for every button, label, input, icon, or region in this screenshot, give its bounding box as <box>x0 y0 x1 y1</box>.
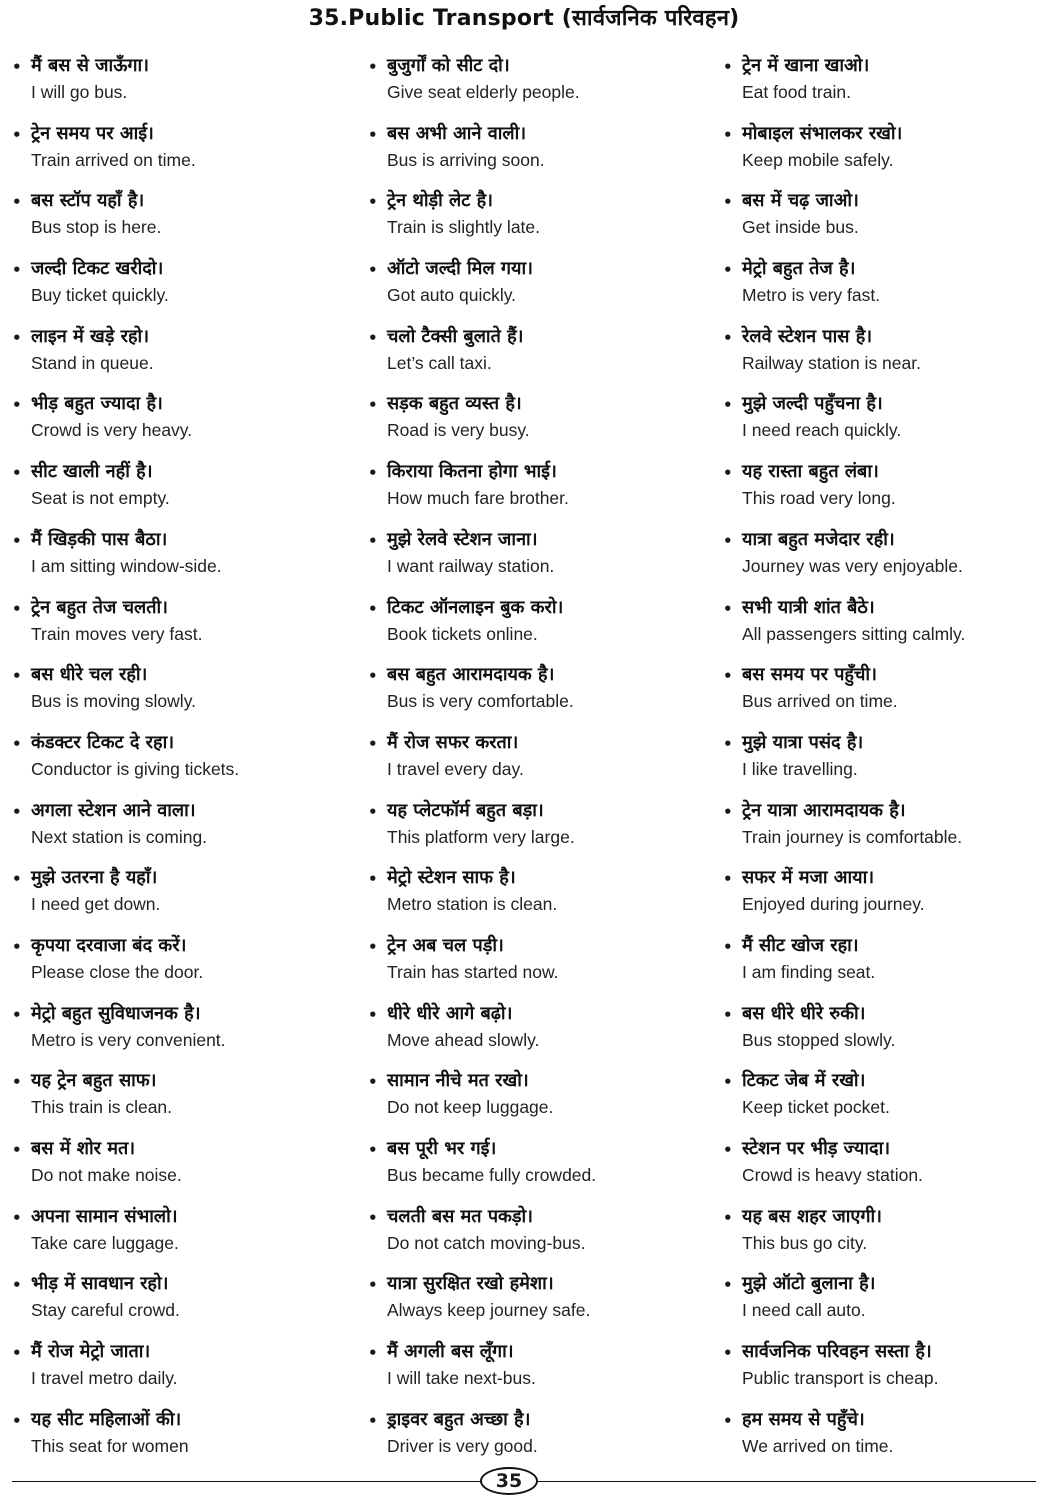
english-translation: Bus became fully crowded. <box>387 1165 597 1185</box>
bullet-icon: • <box>12 1141 22 1159</box>
phrase-entry <box>12 864 342 932</box>
phrase-entry <box>368 1270 698 1338</box>
bullet-icon: • <box>12 1411 22 1430</box>
hindi-phrase: बस में शोर मत। <box>31 1138 136 1159</box>
bullet-icon: • <box>368 667 378 686</box>
english-translation: Book tickets online. <box>387 623 538 644</box>
english-translation: Always keep journey safe. <box>387 1300 591 1321</box>
footer-divider-right <box>538 1481 1036 1482</box>
bullet-icon: • <box>368 396 378 415</box>
bullet-icon: • <box>368 58 378 76</box>
phrase-entry <box>12 661 342 729</box>
bullet-icon: • <box>368 1073 378 1092</box>
english-translation: I will go bus. <box>31 82 128 102</box>
hindi-phrase: बस बहुत आरामदायक है। <box>387 664 555 686</box>
phrase-entry <box>723 932 1048 1000</box>
phrase-entry <box>723 1406 1048 1474</box>
bullet-icon: • <box>723 261 733 280</box>
english-translation: Do not keep luggage. <box>387 1097 554 1118</box>
phrase-entry <box>368 1067 698 1135</box>
hindi-phrase: मेट्रो बहुत तेज है। <box>742 258 856 280</box>
hindi-phrase: यह प्लेटफॉर्म बहुत बड़ा। <box>387 799 544 821</box>
phrase-entry <box>723 323 1048 391</box>
hindi-phrase: टिकट जेब में रखो। <box>742 1070 866 1092</box>
phrase-column-3 <box>723 52 1048 1473</box>
phrase-entry <box>723 797 1048 865</box>
english-translation: We arrived on time. <box>742 1435 894 1456</box>
bullet-icon: • <box>723 1005 733 1024</box>
hindi-phrase: ट्रेन बहुत तेज चलती। <box>31 596 168 618</box>
bullet-icon: • <box>12 667 22 686</box>
hindi-phrase: हम समय से पहुँचे। <box>742 1408 865 1430</box>
bullet-icon: • <box>368 937 378 956</box>
hindi-phrase: मुझे उतरना है यहाँ। <box>31 867 158 889</box>
phrase-entry <box>368 1406 698 1474</box>
phrase-entry <box>12 594 342 662</box>
english-translation: This platform very large. <box>387 826 575 847</box>
bullet-icon: • <box>368 531 378 550</box>
bullet-icon: • <box>723 328 733 347</box>
phrase-entry <box>723 526 1048 594</box>
bullet-icon: • <box>368 1411 378 1430</box>
bullet-icon: • <box>12 193 22 212</box>
phrase-entry <box>12 1338 342 1406</box>
bullet-icon: • <box>368 1005 378 1024</box>
phrase-entry <box>723 458 1048 526</box>
english-translation: Bus stop is here. <box>31 217 162 238</box>
english-translation: Next station is coming. <box>31 826 208 847</box>
english-translation: I am finding seat. <box>742 961 876 982</box>
hindi-phrase: बस धीरे धीरे रुकी। <box>742 1002 866 1024</box>
english-translation: Journey was very enjoyable. <box>742 555 963 576</box>
bullet-icon: • <box>723 193 733 212</box>
hindi-phrase: बस समय पर पहुँची। <box>742 664 877 686</box>
bullet-icon: • <box>723 599 733 618</box>
english-translation: Public transport is cheap. <box>742 1368 939 1389</box>
english-translation: Please close the door. <box>31 961 204 982</box>
english-translation: I travel metro daily. <box>31 1368 178 1389</box>
english-translation: Bus stopped slowly. <box>742 1029 896 1050</box>
english-translation: Stay careful crowd. <box>31 1300 180 1321</box>
english-translation: Buy ticket quickly. <box>31 285 169 306</box>
phrase-entry <box>368 661 698 729</box>
english-translation: I need call auto. <box>742 1300 866 1321</box>
phrase-column-1 <box>12 52 342 1473</box>
hindi-phrase: ट्रेन समय पर आई। <box>31 122 154 144</box>
hindi-phrase: ऑटो जल्दी मिल गया। <box>387 258 533 280</box>
hindi-phrase: सभी यात्री शांत बैठे। <box>742 596 875 618</box>
phrase-entry <box>723 255 1048 323</box>
hindi-phrase: ट्रेन में खाना खाओ। <box>742 55 870 76</box>
english-translation: Bus is moving slowly. <box>31 691 197 712</box>
phrase-entry <box>368 1338 698 1406</box>
bullet-icon: • <box>12 396 22 415</box>
phrase-entry <box>723 661 1048 729</box>
hindi-phrase: बस स्टॉप यहाँ है। <box>31 190 145 212</box>
hindi-phrase: सामान नीचे मत रखो। <box>387 1070 529 1092</box>
bullet-icon: • <box>368 1344 378 1363</box>
hindi-phrase: जल्दी टिकट खरीदो। <box>31 258 164 280</box>
bullet-icon: • <box>723 734 733 753</box>
hindi-phrase: यह सीट महिलाओं की। <box>31 1408 182 1430</box>
phrase-entry <box>12 1135 342 1203</box>
bullet-icon: • <box>368 1276 378 1295</box>
phrase-entry <box>12 187 342 255</box>
hindi-phrase: बस में चढ़ जाओ। <box>742 190 859 212</box>
hindi-phrase: अपना सामान संभालो। <box>31 1205 178 1227</box>
english-translation: Driver is very good. <box>387 1435 538 1456</box>
phrase-entry <box>12 1270 342 1338</box>
phrase-entry <box>723 729 1048 797</box>
bullet-icon: • <box>368 464 378 483</box>
bullet-icon: • <box>12 802 22 821</box>
phrase-columns <box>0 52 1048 1464</box>
english-translation: Seat is not empty. <box>31 488 170 509</box>
bullet-icon: • <box>368 734 378 753</box>
english-translation: Train has started now. <box>387 961 559 982</box>
page-number: 35 <box>480 1467 538 1495</box>
bullet-icon: • <box>723 396 733 415</box>
phrase-entry <box>368 797 698 865</box>
phrase-entry <box>12 120 342 188</box>
hindi-phrase: कृपया दरवाजा बंद करें। <box>31 934 187 956</box>
phrase-entry <box>723 1135 1048 1203</box>
phrase-entry <box>368 52 698 120</box>
english-translation: Got auto quickly. <box>387 285 517 306</box>
phrase-entry <box>368 526 698 594</box>
hindi-phrase: मेट्रो स्टेशन साफ है। <box>387 867 516 889</box>
hindi-phrase: सार्वजनिक परिवहन सस्ता है। <box>742 1341 932 1363</box>
bullet-icon: • <box>723 1141 733 1159</box>
bullet-icon: • <box>12 1276 22 1295</box>
phrase-entry <box>12 390 342 458</box>
english-translation: Metro is very fast. <box>742 285 881 306</box>
english-translation: Road is very busy. <box>387 420 530 441</box>
phrase-entry <box>723 1270 1048 1338</box>
english-translation: Get inside bus. <box>742 217 859 238</box>
phrase-entry <box>12 458 342 526</box>
phrase-entry <box>12 932 342 1000</box>
english-translation: Train moves very fast. <box>31 623 203 644</box>
english-translation: Take care luggage. <box>31 1232 179 1253</box>
bullet-icon: • <box>723 1208 733 1227</box>
bullet-icon: • <box>723 1276 733 1295</box>
hindi-phrase: मैं रोज सफर करता। <box>387 731 519 753</box>
english-translation: I will take next-bus. <box>387 1368 536 1389</box>
footer-divider-left <box>12 1481 480 1482</box>
hindi-phrase: ट्रेन यात्रा आरामदायक है। <box>742 799 906 821</box>
phrase-entry <box>368 255 698 323</box>
english-translation: How much fare brother. <box>387 488 569 509</box>
english-translation: I like travelling. <box>742 758 858 779</box>
hindi-phrase: चलो टैक्सी बुलाते हैं। <box>387 325 524 347</box>
english-translation: Crowd is very heavy. <box>31 420 193 441</box>
english-translation: This bus go city. <box>742 1232 868 1253</box>
english-translation: This train is clean. <box>31 1097 173 1118</box>
bullet-icon: • <box>12 261 22 280</box>
hindi-phrase: भीड़ में सावधान रहो। <box>31 1273 169 1295</box>
hindi-phrase: मैं सीट खोज रहा। <box>742 934 859 956</box>
english-translation: Move ahead slowly. <box>387 1029 540 1050</box>
phrase-entry <box>368 594 698 662</box>
hindi-phrase: लाइन में खड़े रहो। <box>31 325 150 347</box>
hindi-phrase: किराया कितना होगा भाई। <box>387 461 557 483</box>
bullet-icon: • <box>12 937 22 956</box>
english-translation: I travel every day. <box>387 758 524 779</box>
bullet-icon: • <box>368 193 378 212</box>
hindi-phrase: मोबाइल संभालकर रखो। <box>742 122 903 144</box>
bullet-icon: • <box>368 802 378 821</box>
english-translation: Give seat elderly people. <box>387 82 580 102</box>
bullet-icon: • <box>12 1344 22 1363</box>
english-translation: Bus arrived on time. <box>742 691 898 712</box>
phrase-entry <box>12 1203 342 1271</box>
hindi-phrase: बस धीरे चल रही। <box>31 664 148 686</box>
phrase-entry <box>723 390 1048 458</box>
bullet-icon: • <box>723 937 733 956</box>
hindi-phrase: सफर में मजा आया। <box>742 867 875 889</box>
english-translation: Train arrived on time. <box>31 149 196 170</box>
phrase-entry <box>723 864 1048 932</box>
bullet-icon: • <box>723 667 733 686</box>
english-translation: I am sitting window-side. <box>31 555 222 576</box>
english-translation: Railway station is near. <box>742 352 921 373</box>
hindi-phrase: रेलवे स्टेशन पास है। <box>742 325 873 347</box>
english-translation: Train is slightly late. <box>387 217 541 238</box>
bullet-icon: • <box>12 734 22 753</box>
english-translation: Stand in queue. <box>31 352 154 373</box>
phrase-entry <box>368 120 698 188</box>
hindi-phrase: यात्रा सुरक्षित रखो हमेशा। <box>387 1273 554 1295</box>
hindi-phrase: चलती बस मत पकड़ो। <box>387 1205 533 1227</box>
hindi-phrase: मैं रोज मेट्रो जाता। <box>31 1341 151 1363</box>
bullet-icon: • <box>368 599 378 618</box>
phrase-entry <box>368 1000 698 1068</box>
phrase-entry <box>12 1067 342 1135</box>
phrase-entry <box>723 120 1048 188</box>
english-translation: I need get down. <box>31 894 161 915</box>
phrase-entry <box>12 255 342 323</box>
english-translation: Keep ticket pocket. <box>742 1097 890 1118</box>
phrase-entry <box>12 526 342 594</box>
phrase-entry <box>368 1135 698 1203</box>
bullet-icon: • <box>12 870 22 889</box>
hindi-phrase: यह ट्रेन बहुत साफ। <box>31 1070 157 1092</box>
phrase-entry <box>12 797 342 865</box>
hindi-phrase: मैं बस से जाऊँगा। <box>31 55 149 76</box>
english-translation: Bus is very comfortable. <box>387 691 574 712</box>
hindi-phrase: मुझे जल्दी पहुँचना है। <box>742 393 883 415</box>
english-translation: Crowd is heavy station. <box>742 1165 923 1185</box>
hindi-phrase: ट्रेन थोड़ी लेट है। <box>387 190 493 212</box>
bullet-icon: • <box>723 125 733 144</box>
hindi-phrase: टिकट ऑनलाइन बुक करो। <box>387 596 564 618</box>
bullet-icon: • <box>723 531 733 550</box>
hindi-phrase: ट्रेन अब चल पड़ी। <box>387 934 504 956</box>
phrase-entry <box>368 458 698 526</box>
english-translation: Do not catch moving-bus. <box>387 1232 586 1253</box>
phrase-entry <box>368 864 698 932</box>
phrase-entry <box>368 729 698 797</box>
english-translation: Metro is very convenient. <box>31 1029 226 1050</box>
bullet-icon: • <box>368 261 378 280</box>
english-translation: Train journey is comfortable. <box>742 826 963 847</box>
phrase-entry <box>723 1000 1048 1068</box>
english-translation: Bus is arriving soon. <box>387 149 545 170</box>
hindi-phrase: धीरे धीरे आगे बढ़ो। <box>387 1002 513 1024</box>
english-translation: Conductor is giving tickets. <box>31 758 240 779</box>
hindi-phrase: मुझे ऑटो बुलाना है। <box>742 1273 876 1295</box>
hindi-phrase: स्टेशन पर भीड़ ज्यादा। <box>742 1138 891 1159</box>
english-translation: All passengers sitting calmly. <box>742 623 966 644</box>
bullet-icon: • <box>723 1073 733 1092</box>
phrase-entry <box>368 390 698 458</box>
bullet-icon: • <box>723 1344 733 1363</box>
bullet-icon: • <box>723 1411 733 1430</box>
page-title: 35.Public Transport (सार्वजनिक परिवहन) <box>308 6 740 31</box>
bullet-icon: • <box>723 870 733 889</box>
phrase-entry <box>368 1203 698 1271</box>
phrase-entry <box>723 1203 1048 1271</box>
phrase-entry <box>12 52 342 120</box>
hindi-phrase: मुझे रेलवे स्टेशन जाना। <box>387 528 538 550</box>
hindi-phrase: बस अभी आने वाली। <box>387 122 527 144</box>
phrase-entry <box>368 187 698 255</box>
hindi-phrase: मुझे यात्रा पसंद है। <box>742 731 864 753</box>
english-translation: Enjoyed during journey. <box>742 894 925 915</box>
english-translation: Keep mobile safely. <box>742 149 894 170</box>
bullet-icon: • <box>723 464 733 483</box>
hindi-phrase: यह बस शहर जाएगी। <box>742 1205 882 1227</box>
english-translation: This road very long. <box>742 488 896 509</box>
phrase-entry <box>723 594 1048 662</box>
hindi-phrase: मेट्रो बहुत सुविधाजनक है। <box>31 1002 201 1024</box>
hindi-phrase: बुजुर्गों को सीट दो। <box>387 55 510 76</box>
bullet-icon: • <box>12 1208 22 1227</box>
bullet-icon: • <box>12 1005 22 1024</box>
bullet-icon: • <box>12 599 22 618</box>
bullet-icon: • <box>368 328 378 347</box>
phrase-entry <box>368 932 698 1000</box>
bullet-icon: • <box>368 1141 378 1159</box>
phrase-entry <box>723 1067 1048 1135</box>
bullet-icon: • <box>368 870 378 889</box>
bullet-icon: • <box>12 464 22 483</box>
bullet-icon: • <box>12 1073 22 1092</box>
hindi-phrase: ड्राइवर बहुत अच्छा है। <box>387 1408 531 1430</box>
hindi-phrase: भीड़ बहुत ज्यादा है। <box>31 393 163 415</box>
hindi-phrase: यात्रा बहुत मजेदार रही। <box>742 528 895 550</box>
hindi-phrase: बस पूरी भर गई। <box>387 1138 497 1159</box>
hindi-phrase: सीट खाली नहीं है। <box>31 461 153 483</box>
bullet-icon: • <box>368 1208 378 1227</box>
phrase-entry <box>12 323 342 391</box>
phrase-column-2 <box>368 52 698 1473</box>
bullet-icon: • <box>368 125 378 144</box>
hindi-phrase: मैं खिड़की पास बैठा। <box>31 528 168 550</box>
hindi-phrase: अगला स्टेशन आने वाला। <box>31 799 196 821</box>
english-translation: Let’s call taxi. <box>387 352 492 373</box>
phrase-entry <box>12 1000 342 1068</box>
phrase-entry <box>12 729 342 797</box>
english-translation: I need reach quickly. <box>742 420 902 441</box>
phrase-entry <box>12 1406 342 1474</box>
phrase-entry <box>368 323 698 391</box>
english-translation: This seat for women <box>31 1435 189 1456</box>
phrase-entry <box>723 187 1048 255</box>
bullet-icon: • <box>12 125 22 144</box>
bullet-icon: • <box>12 531 22 550</box>
bullet-icon: • <box>723 58 733 76</box>
bullet-icon: • <box>12 58 22 76</box>
bullet-icon: • <box>12 328 22 347</box>
phrase-entry <box>723 52 1048 120</box>
hindi-phrase: कंडक्टर टिकट दे रहा। <box>31 731 175 753</box>
hindi-phrase: मैं अगली बस लूँगा। <box>387 1341 514 1363</box>
bullet-icon: • <box>723 802 733 821</box>
hindi-phrase: सड़क बहुत व्यस्त है। <box>387 393 522 415</box>
hindi-phrase: यह रास्ता बहुत लंबा। <box>742 461 879 483</box>
english-translation: I want railway station. <box>387 555 555 576</box>
english-translation: Do not make noise. <box>31 1165 182 1185</box>
english-translation: Eat food train. <box>742 82 851 102</box>
english-translation: Metro station is clean. <box>387 894 558 915</box>
phrase-entry <box>723 1338 1048 1406</box>
